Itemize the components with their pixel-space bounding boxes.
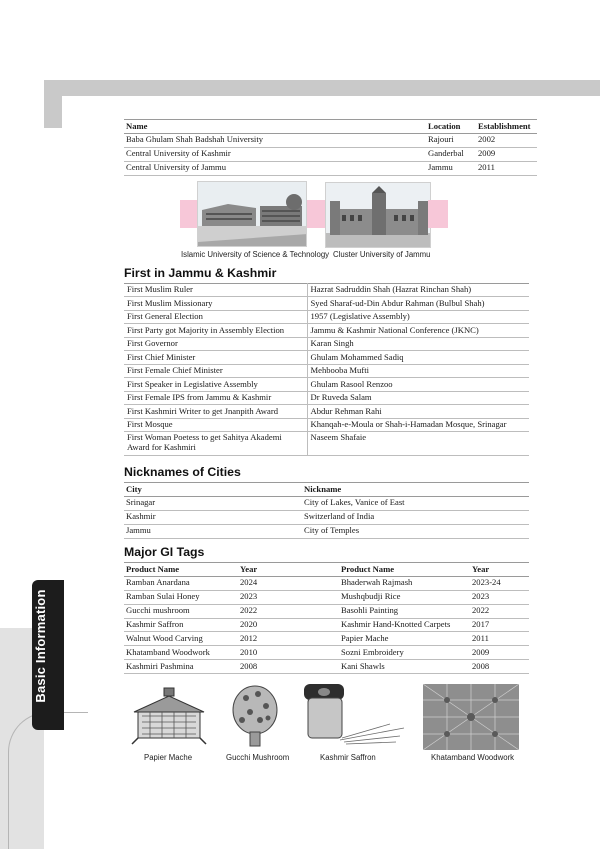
table-cell: First Female IPS from Jammu & Kashmir: [124, 391, 307, 404]
table-row: [124, 351, 529, 364]
table-cell: First Kashmiri Writer to get Jnanpith Award: [124, 405, 307, 418]
table-cell: Papier Mache: [341, 632, 389, 643]
table-cell: 2022: [240, 605, 258, 616]
table-header-row: [124, 483, 529, 497]
table-cell: 2002: [478, 134, 496, 145]
section-title: First in Jammu & Kashmir: [124, 266, 277, 280]
photo-caption: Gucchi Mushroom: [226, 753, 290, 762]
saffron-jar-illustration: [300, 680, 408, 750]
table-cell: 2023-24: [472, 577, 501, 588]
table-cell: Kashmir Hand-Knotted Carpets: [341, 619, 451, 629]
table-cell: Srinagar: [126, 497, 156, 508]
table-cell: 2022: [472, 605, 490, 616]
table-cell: Ramban Anardana: [126, 577, 190, 588]
table-cell: Basohli Painting: [341, 605, 399, 616]
table-header-row: [124, 120, 537, 134]
table-cell: 1957 (Legislative Assembly): [310, 311, 410, 322]
table-cell: First General Election: [124, 310, 307, 323]
table-cell: Sozni Embroidery: [341, 646, 404, 657]
gi-tags-table: [124, 562, 529, 674]
table-cell: 2017: [472, 619, 490, 629]
table-row: [124, 632, 529, 646]
table-cell: First Mosque: [124, 418, 307, 431]
khatamband-woodwork-photo: [423, 684, 519, 750]
table-cell: Ganderbal: [428, 148, 464, 159]
table-row: [124, 284, 529, 297]
table-cell: First Speaker in Legislative Assembly: [124, 378, 307, 391]
section-title: Major GI Tags: [124, 545, 205, 559]
table-cell: 2012: [240, 632, 258, 643]
table-cell: Khatamband Woodwork: [126, 646, 210, 657]
nicknames-table: [124, 482, 529, 539]
photo-accent: [428, 200, 448, 228]
top-decorative-corner: [44, 96, 62, 128]
table-cell: Khanqah-e-Moula or Shah-i-Hamadan Mosque, Srinagar: [310, 418, 507, 429]
table-cell: 2020: [240, 619, 258, 629]
table-cell: Bhaderwah Rajmash: [341, 577, 413, 588]
column-header: Location: [426, 120, 476, 134]
table-cell: City of Lakes, Vanice of East: [304, 497, 405, 508]
table-row: [124, 604, 529, 618]
castle-building-illustration: [326, 183, 431, 248]
photo-caption: Kashmir Saffron: [320, 753, 376, 762]
table-cell: First Chief Minister: [124, 351, 307, 364]
table-cell: Abdur Rehman Rahi: [310, 405, 382, 416]
table-cell: Kashmir: [126, 511, 156, 522]
papier-mache-photo: [124, 684, 214, 746]
cluster-university-photo: [325, 182, 431, 248]
table-cell: Gucchi mushroom: [126, 605, 190, 616]
table-cell: First Muslim Ruler: [124, 284, 307, 297]
section-title: Nicknames of Cities: [124, 465, 241, 479]
table-row: [124, 391, 529, 404]
table-cell: Switzerland of India: [304, 511, 375, 522]
table-cell: Mehbooba Mufti: [310, 365, 369, 376]
table-cell: 2011: [472, 632, 489, 643]
table-cell: 2008: [240, 660, 258, 671]
column-header: Year: [238, 563, 339, 577]
gucchi-mushroom-photo: [228, 682, 282, 748]
table-cell: Karan Singh: [310, 338, 354, 349]
mushroom-illustration: [228, 682, 282, 748]
table-cell: First Muslim Missionary: [124, 297, 307, 310]
photo-caption: Papier Mache: [144, 753, 193, 762]
papier-mache-illustration: [124, 684, 214, 746]
table-cell: Jammu & Kashmir National Conference (JKNC): [310, 324, 479, 335]
kashmir-saffron-photo: [300, 680, 408, 750]
table-row: [124, 364, 529, 377]
table-cell: Ghulam Mohammed Sadiq: [310, 351, 404, 362]
table-row: [124, 297, 529, 310]
table-row: [124, 405, 529, 418]
column-header: Name: [124, 120, 426, 134]
table-cell: Kani Shawls: [341, 660, 385, 671]
table-row: [124, 418, 529, 431]
table-cell: Central University of Jammu: [126, 162, 227, 173]
table-cell: Naseem Shafaie: [310, 432, 367, 443]
table-row: [124, 496, 529, 510]
table-cell: Kashmir Saffron: [126, 619, 184, 629]
photo-caption: Islamic University of Science & Technology: [181, 250, 330, 259]
table-cell: 2024: [240, 577, 258, 588]
table-row: [124, 590, 529, 604]
table-cell: Mushqbudji Rice: [341, 591, 401, 602]
table-cell: 2008: [472, 660, 490, 671]
photo-caption: Cluster University of Jammu: [333, 250, 431, 259]
side-tab-curve: [8, 712, 88, 849]
table-row: [124, 510, 529, 524]
column-header: Nickname: [302, 483, 529, 497]
table-cell: 2011: [478, 162, 495, 173]
table-cell: Jammu: [126, 525, 151, 536]
column-header: City: [124, 483, 302, 497]
table-cell: 2010: [240, 646, 258, 657]
table-cell: First Woman Poetess to get Sahitya Akademi Award for Kashmiri: [124, 432, 307, 455]
table-cell: First Party got Majority in Assembly Election: [124, 324, 307, 337]
table-cell: City of Temples: [304, 525, 360, 536]
table-cell: 2023: [472, 591, 490, 602]
section-tab-label: Basic Information: [33, 589, 48, 703]
table-row: [124, 660, 529, 674]
table-row: [124, 147, 537, 161]
column-header: Establishment: [476, 120, 537, 134]
table-row: [124, 618, 529, 632]
photo-caption: Khatamband Woodwork: [431, 753, 515, 762]
table-cell: Walnut Wood Carving: [126, 632, 203, 643]
table-row: [124, 524, 529, 538]
woodwork-pattern-illustration: [423, 684, 519, 750]
table-cell: Syed Sharaf-ud-Din Abdur Rahman (Bulbul Shah): [310, 297, 485, 308]
table-cell: 2023: [240, 591, 258, 602]
column-header: Year: [470, 563, 529, 577]
table-cell: Kashmiri Pashmina: [126, 660, 194, 671]
table-row: [124, 432, 529, 455]
table-cell: 2009: [472, 646, 490, 657]
table-cell: Ramban Sulai Honey: [126, 591, 200, 602]
table-cell: Central University of Kashmir: [126, 148, 231, 159]
photo-accent: [307, 200, 327, 228]
table-cell: Dr Ruveda Salam: [310, 392, 372, 403]
table-cell: Jammu: [428, 162, 453, 173]
campus-building-illustration: [198, 182, 307, 247]
table-header-row: [124, 563, 529, 577]
table-cell: 2009: [478, 148, 496, 159]
column-header: Product Name: [339, 563, 470, 577]
table-row: [124, 310, 529, 323]
table-cell: Ghulam Rasool Renzoo: [310, 378, 393, 389]
table-row: [124, 161, 537, 175]
column-header: Product Name: [124, 563, 238, 577]
table-row: [124, 378, 529, 391]
table-cell: First Female Chief Minister: [124, 364, 307, 377]
top-decorative-bar: [44, 80, 600, 96]
firsts-table: [124, 283, 529, 456]
table-row: [124, 337, 529, 350]
table-cell: Baba Ghulam Shah Badshah University: [126, 134, 264, 145]
table-cell: Hazrat Sadruddin Shah (Hazrat Rinchan Shah): [310, 284, 472, 295]
table-row: [124, 646, 529, 660]
table-cell: Rajouri: [428, 134, 454, 145]
iust-campus-photo: [197, 181, 307, 247]
table-row: [124, 133, 537, 147]
table-cell: First Governor: [124, 337, 307, 350]
table-row: [124, 324, 529, 337]
universities-table: [124, 119, 537, 176]
table-row: [124, 576, 529, 590]
